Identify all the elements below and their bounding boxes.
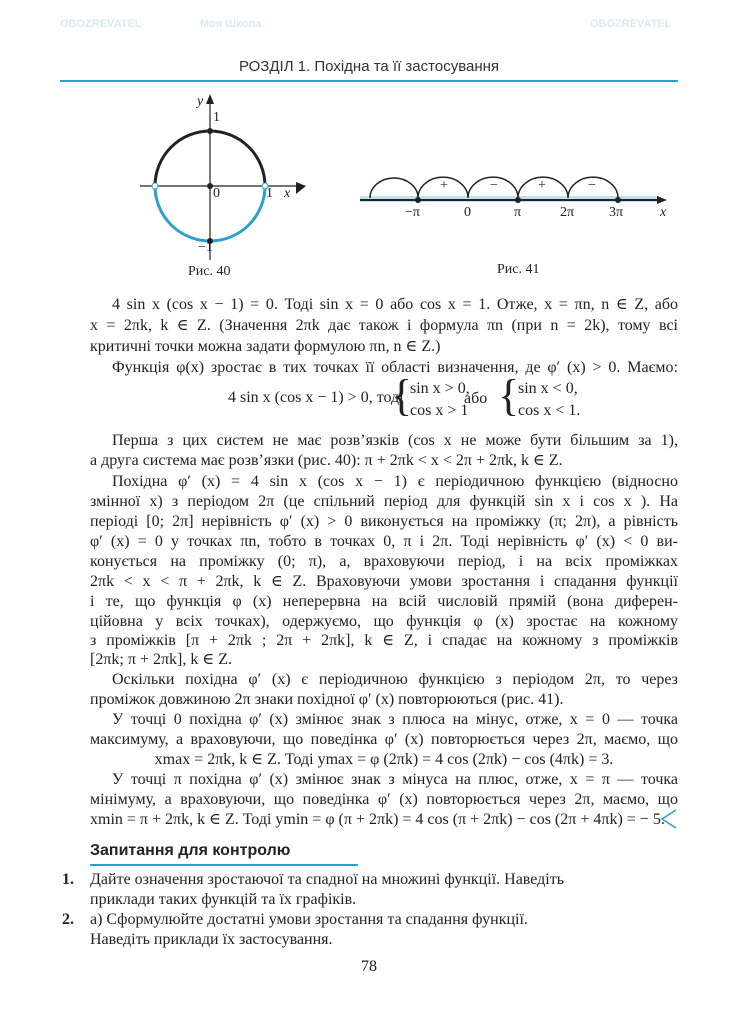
system2-line2: cos x < 1. — [518, 402, 581, 419]
text-line: Перша з цих систем не має розв’язків (cos x не може бути більшим за 1), — [112, 432, 678, 449]
page-number: 78 — [361, 958, 377, 975]
text-line: періоді [0; 2π] нерівність φ′ (x) > 0 виконується на проміжку (π; 2π), а рівність — [90, 513, 678, 530]
system1-line2: cos x > 1 — [410, 402, 469, 419]
question-text: Дайте означення зростаючої та спадної на множині функції. Наведіть — [90, 871, 565, 888]
text-line: У точці π похідна φ′ (x) змінює знак з мінуса на плюс, отже, x = π — точка — [112, 771, 678, 788]
sign-plus: + — [440, 178, 448, 193]
text-line: xmax = 2πk, k ∈ Z. Тоді ymax = φ (2πk) = 4 cos (2πk) − cos (4πk) = 3. — [154, 751, 614, 768]
brace: { — [498, 371, 520, 420]
section-divider — [90, 864, 358, 866]
figure-40-caption: Рис. 40 — [188, 264, 231, 279]
label-one-x: 1 — [266, 186, 273, 201]
text-line: а друга система має розв’язки (рис. 40): π + 2πk < x < 2π + 2πk, k ∈ Z. — [90, 452, 563, 469]
text-line: xmin = π + 2πk, k ∈ Z. Тоді ymin = φ (π + 2πk) = 4 cos (π + 2πk) − cos (2π + 4πk) = − 5. — [90, 811, 665, 828]
question-text-cont: Наведіть приклади їх застосування. — [90, 931, 333, 948]
text-line: ційовна у всіх точках), одержуємо, що функція φ (x) зростає на кожному — [90, 613, 678, 630]
text-line: з проміжків [π + 2πk ; 2π + 2πk], k ∈ Z, і спадає на кожному з проміжків — [90, 632, 678, 649]
or-label: або — [464, 390, 488, 407]
text-line: проміжок довжиною 2π знаки похідної φ′ (x) повторюються (рис. 41). — [90, 691, 564, 708]
question-text: а) Сформулюйте достатні умови зростання та спадання функції. — [90, 911, 528, 928]
text-line: і те, що функція φ (x) неперервна на всій числовій прямій (вона диферен- — [90, 593, 678, 610]
watermark: OBOZREVATEL — [590, 18, 672, 30]
question-item — [62, 870, 678, 890]
watermark: OBOZREVATEL — [60, 18, 142, 30]
question-text-cont: приклади таких функцій та їх графіків. — [90, 891, 357, 908]
system1-line1: sin x > 0, — [410, 380, 470, 397]
sign-plus: + — [538, 178, 546, 193]
question-number: 2. — [62, 911, 74, 928]
section-title: Запитання для контролю — [90, 842, 291, 859]
header-divider — [60, 80, 678, 82]
tick-minus-pi: −π — [405, 205, 420, 220]
question-item — [62, 910, 678, 930]
figure-41-caption: Рис. 41 — [497, 262, 540, 277]
tick-pi: π — [514, 205, 522, 220]
text-line: φ′ (x) = 0 у точках πn, тобто в точках 0, π і 2π. Тоді нерівність φ′ (x) < 0 ви- — [90, 533, 678, 550]
figure-40-unit-circle — [130, 90, 310, 270]
end-of-solution-icon — [660, 808, 678, 830]
system-left: 4 sin x (cos x − 1) > 0, тоді — [228, 389, 404, 406]
text-line: змінної x) з періодом 2π (це спільний період для функцій sin x і cos x ). На — [90, 493, 678, 510]
label-zero: 0 — [213, 186, 220, 201]
text-line: Похідна φ′ (x) = 4 sin x (cos x − 1) є періодичною функцією (відносно — [112, 473, 678, 490]
text-line: x = 2πk, k ∈ Z. (Значення 2πk дає також і формула πn (при n = 2k), тому всі — [90, 317, 678, 334]
text-line: Функція φ(x) зростає в тих точках її області визначення, де φ′ (x) > 0. Маємо: — [112, 359, 678, 376]
axis-y-label: y — [197, 94, 204, 109]
system2-line1: sin x < 0, — [518, 380, 578, 397]
text-line: У точці 0 похідна φ′ (x) змінює знак з плюса на мінус, отже, x = 0 — точка — [112, 711, 678, 728]
text-line: критичні точки можна задати формулою πn, n ∈ Z.) — [90, 338, 441, 355]
axis-x-label: x — [284, 186, 291, 201]
watermark: Моя Школа — [200, 18, 262, 30]
text-line: конується на проміжку (0; π), а, враховуючи період, і на всіх проміжках — [90, 553, 678, 570]
label-minus-one: −1 — [198, 240, 213, 255]
tick-3pi: 3π — [609, 205, 624, 220]
tick-zero: 0 — [464, 205, 471, 220]
sign-minus: − — [588, 178, 596, 193]
chapter-header: РОЗДІЛ 1. Похідна та її застосування — [238, 58, 500, 75]
question-number: 1. — [62, 871, 74, 888]
tick-2pi: 2π — [560, 205, 575, 220]
text-line: мінімуму, а враховуючи, що поведінка φ′ (x) повторюється через 2π, маємо, що — [90, 791, 678, 808]
label-one: 1 — [213, 110, 220, 125]
text-line: [2πk; π + 2πk], k ∈ Z. — [90, 651, 232, 668]
axis-x-label: x — [660, 205, 667, 220]
text-line: максимуму, а враховуючи, що поведінка φ′ (x) повторюється через 2π, маємо, що — [90, 731, 678, 748]
text-line: 2πk < x < π + 2πk, k ∈ Z. Враховуючи умови зростання і спадання функції — [90, 573, 678, 590]
text-line: Оскільки похідна φ′ (x) є періодичною функцією з періодом 2π, то через — [112, 671, 678, 688]
text-line: 4 sin x (cos x − 1) = 0. Тоді sin x = 0 або cos x = 1. Отже, x = πn, n ∈ Z, або — [112, 296, 678, 313]
sign-minus: − — [490, 178, 498, 193]
brace: { — [391, 371, 413, 420]
